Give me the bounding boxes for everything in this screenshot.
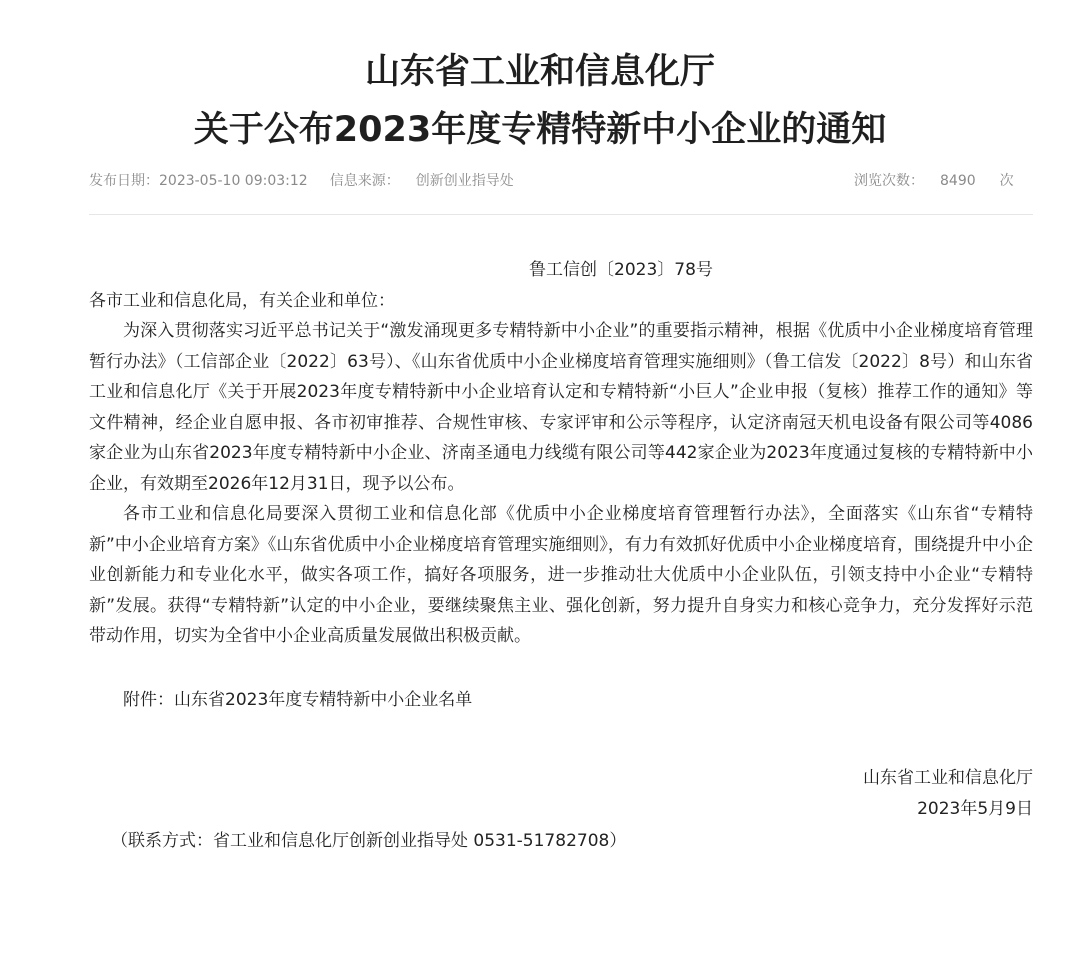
source-label: 信息来源：: [329, 173, 400, 189]
publish-date-label: 发布日期：: [89, 173, 159, 189]
document-number: 鲁工信创〔2023〕78号: [529, 260, 713, 280]
article-body: [89, 255, 1033, 857]
attachment-link[interactable]: 附件：山东省2023年度专精特新中小企业名单: [123, 689, 473, 710]
views-unit: 次: [999, 173, 1014, 189]
source-value: 创新创业指导处: [415, 173, 514, 189]
article-meta: [89, 170, 1033, 192]
publish-date-value: 2023-05-10 09:03:12: [159, 173, 308, 189]
salutation: 各市工业和信息化局，有关企业和单位：: [89, 290, 395, 311]
meta-left: [89, 170, 514, 192]
page-title-line2: 关于公布2023年度专精特新中小企业的通知: [193, 110, 887, 150]
signature-org: 山东省工业和信息化厅: [863, 768, 1033, 788]
meta-divider: [89, 214, 1033, 215]
views-count: 8490: [940, 173, 976, 189]
signature-date: 2023年5月9日: [917, 798, 1033, 819]
body-paragraph-2: 各市工业和信息化局要深入贯彻工业和信息化部《优质中小企业梯度培育管理暂行办法》，全面落实《山东省“专精特新”中小企业培育方案》《山东省优质中小企业梯度培育管理实施细则》，有力有效抓好优质中小企业梯度培育，围绕提升中小企业创新能力和专业化水平，做实各项工作，搞好各项服务，进一步推动壮大优质中小企业队伍，引领支持中小企业“专精特新”发展。获得“专精特新”认定的中小企业，要继续聚焦主业、强化创新，努力提升自身实力和核心竞争力，充分发挥好示范带动作用，切实为全省中小企业高质量发展做出积极贡献。: [89, 504, 1033, 646]
views-label: 浏览次数：: [854, 173, 924, 189]
body-paragraph-1: 为深入贯彻落实习近平总书记关于“激发涌现更多专精特新中小企业”的重要指示精神，根据《优质中小企业梯度培育管理暂行办法》（工信部企业〔2022〕63号）、《山东省优质中小企业梯度培育管理实施细则》（鲁工信发〔2022〕8号）和山东省工业和信息化厅《关于开展2023年度专精特新中小企业培育认定和专精特新“小巨人”企业申报（复核）推荐工作的通知》等文件精神，经企业自愿申报、各市初审推荐、合规性审核、专家评审和公示等程序，认定济南冠天机电设备有限公司等4086家企业为山东省2023年度专精特新中小企业、济南圣通电力线缆有限公司等442家企业为2023年度通过复核的专精特新中小企业，有效期至2026年12月31日，现予以公布。: [89, 321, 1033, 494]
contact-info: （联系方式：省工业和信息化厅创新创业指导处 0531-51782708）: [111, 831, 627, 851]
page-title-line1: 山东省工业和信息化厅: [364, 52, 715, 92]
meta-right: [854, 170, 1014, 192]
